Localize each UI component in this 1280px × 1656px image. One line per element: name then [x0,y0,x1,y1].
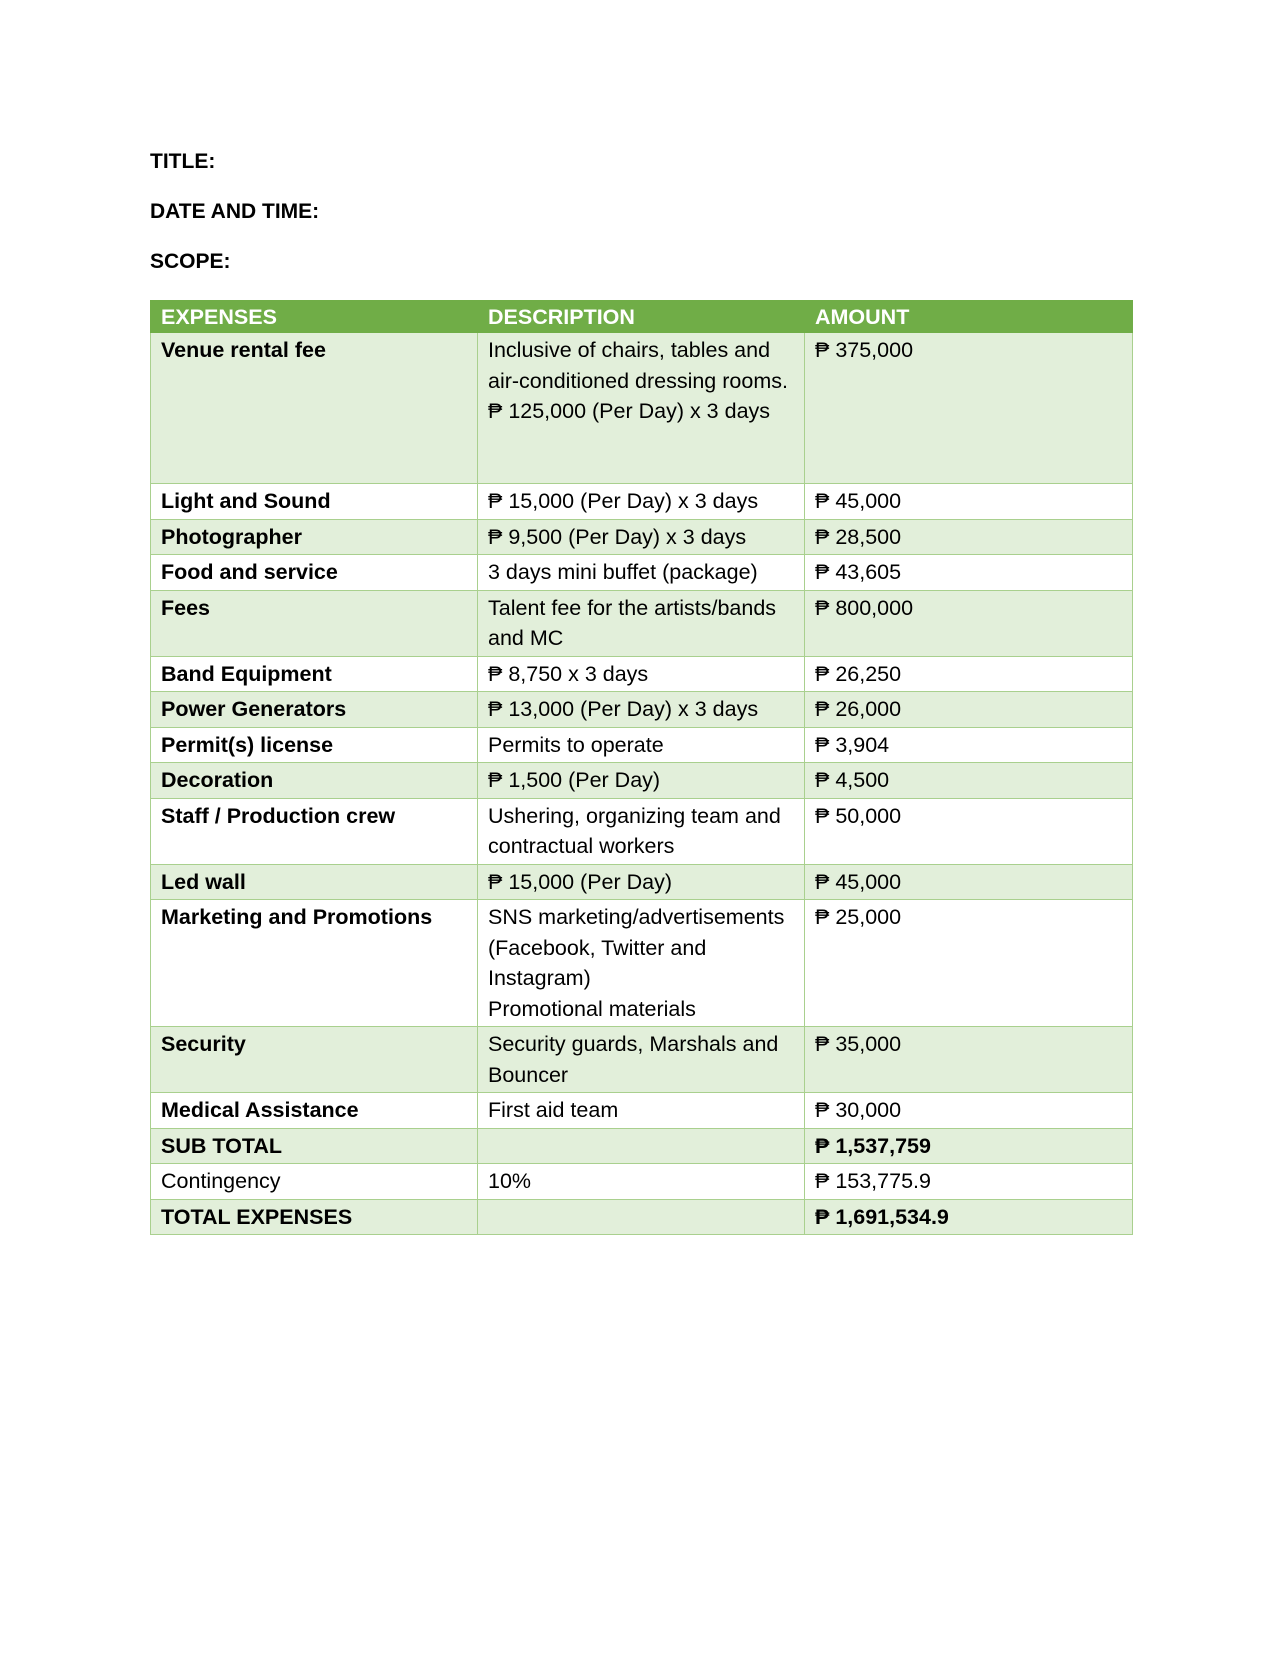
expense-description [478,1093,805,1129]
expense-amount: ₱ 26,250 [805,656,1133,692]
expense-amount: ₱ 800,000 [805,590,1133,656]
table-row [151,1093,1133,1129]
description-line: ₱ 13,000 (Per Day) x 3 days [488,697,759,721]
expense-name: Medical Assistance [151,1093,478,1129]
expense-amount: ₱ 30,000 [805,1093,1133,1129]
table-row [151,900,1133,1027]
description-line: ₱ 8,750 x 3 days [488,661,649,686]
table-header-row [151,301,1133,333]
total-amount: ₱ 1,691,534.9 [805,1199,1133,1235]
description-line: ₱ 1,500 (Per Day) [488,768,661,792]
description-line: ₱ 125,000 (Per Day) x 3 days [488,399,771,423]
description-line: Promotional materials [488,996,696,1021]
expense-amount: ₱ 43,605 [805,555,1133,591]
expense-description [478,798,805,864]
expense-description [478,727,805,763]
table-row [151,519,1133,555]
contingency-label: Contingency [151,1164,478,1200]
expense-description [478,1027,805,1093]
table-row [151,864,1133,900]
description-line: SNS marketing/advertisements (Facebook, Twitter and Instagram) [488,905,785,990]
table-row [151,555,1133,591]
table-row [151,798,1133,864]
description-line: 3 days mini buffet (package) [488,560,758,584]
description-line: Inclusive of chairs, tables and air-conditioned dressing rooms. [488,338,788,393]
description-line: ₱ 9,500 (Per Day) x 3 days [488,524,747,549]
description-line: ₱ 15,000 (Per Day) [488,869,673,894]
expense-amount: ₱ 3,904 [805,727,1133,763]
table-row [151,656,1133,692]
expense-description [478,692,805,728]
date-time-label: DATE AND TIME: [150,200,320,223]
expense-description [478,519,805,555]
expense-description [478,484,805,520]
table-row [151,590,1133,656]
expense-name: Light and Sound [151,484,478,520]
description-line: Permits to operate [488,732,664,757]
expense-description [478,763,805,799]
description-line: First aid team [488,1098,619,1122]
expense-amount: ₱ 50,000 [805,798,1133,864]
table-row [151,484,1133,520]
subtotal-description [478,1128,805,1164]
contingency-row [151,1164,1133,1200]
expense-description [478,900,805,1027]
total-description [478,1199,805,1235]
table-row [151,333,1133,484]
expense-amount: ₱ 25,000 [805,900,1133,1027]
header-amount: AMOUNT [805,301,1133,333]
contingency-amount: ₱ 153,775.9 [805,1164,1133,1200]
expense-amount: ₱ 4,500 [805,763,1133,799]
expense-name: Food and service [151,555,478,591]
expense-amount: ₱ 45,000 [805,484,1133,520]
subtotal-label: SUB TOTAL [151,1128,478,1164]
expense-description [478,333,805,484]
expense-name: Fees [151,590,478,656]
expense-amount: ₱ 35,000 [805,1027,1133,1093]
expense-amount: ₱ 45,000 [805,864,1133,900]
expense-name: Venue rental fee [151,333,478,484]
expenses-table-body [151,333,1133,1129]
expense-name: Decoration [151,763,478,799]
document-page [150,150,1132,1235]
expense-description [478,864,805,900]
table-row [151,727,1133,763]
expense-name: Permit(s) license [151,727,478,763]
expense-amount: ₱ 28,500 [805,519,1133,555]
subtotal-amount: ₱ 1,537,759 [805,1128,1133,1164]
expense-name: Band Equipment [151,656,478,692]
expense-description [478,656,805,692]
totals-section [151,1128,1133,1235]
table-row [151,1027,1133,1093]
expense-name: Power Generators [151,692,478,728]
description-line: Ushering, organizing team and contractual workers [488,803,781,858]
total-label: TOTAL EXPENSES [151,1199,478,1235]
scope-label: SCOPE: [150,250,231,273]
expense-description [478,555,805,591]
total-row [151,1199,1133,1235]
description-line: Talent fee for the artists/bands and MC [488,595,777,650]
header-description: DESCRIPTION [478,301,805,333]
expense-amount: ₱ 26,000 [805,692,1133,728]
description-line: Security guards, Marshals and Bouncer [488,1032,779,1087]
expenses-table [150,300,1133,1235]
contingency-description: 10% [478,1164,805,1200]
expense-name: Staff / Production crew [151,798,478,864]
expense-name: Marketing and Promotions [151,900,478,1027]
expense-name: Photographer [151,519,478,555]
subtotal-row [151,1128,1133,1164]
description-line: ₱ 15,000 (Per Day) x 3 days [488,489,759,513]
title-label: TITLE: [150,150,216,173]
expense-description [478,590,805,656]
header-expenses: EXPENSES [151,301,478,333]
table-row [151,692,1133,728]
table-row [151,763,1133,799]
expense-amount: ₱ 375,000 [805,333,1133,484]
expense-name: Security [151,1027,478,1093]
expense-name: Led wall [151,864,478,900]
